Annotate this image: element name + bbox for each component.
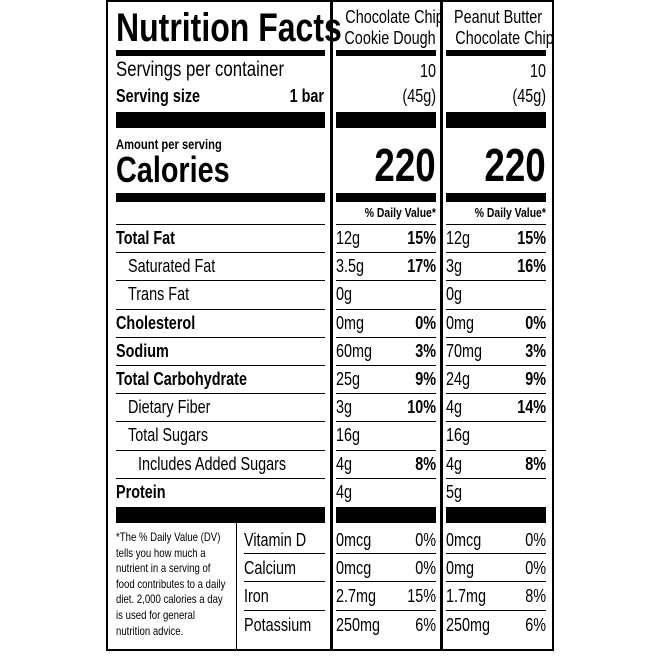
vitamin-label-iron: Iron — [244, 586, 269, 607]
row-rule — [116, 252, 325, 253]
vitamin-row-rule — [336, 581, 436, 582]
vitamin-row-rule — [244, 581, 325, 582]
row-rule — [336, 309, 436, 310]
product-1-added-sugars-amount: 4g — [336, 453, 353, 474]
product-2-servings: 10 — [529, 61, 546, 81]
vitamins-divider-bar — [336, 507, 436, 523]
product-1-vitd-dv: 0% — [415, 530, 436, 550]
product-2-iron-dv: 8% — [525, 586, 546, 607]
serving-size-value: 1 bar — [289, 86, 324, 106]
product-1-dv-header: % Daily Value* — [364, 205, 436, 220]
thick-divider-bar — [336, 112, 436, 128]
nutrient-label-fiber: Dietary Fiber — [128, 397, 211, 418]
row-rule — [116, 421, 325, 422]
row-rule — [336, 450, 436, 451]
vitamins-divider-bar — [446, 507, 546, 523]
vitamins-divider-bar — [116, 507, 325, 523]
row-rule — [446, 337, 546, 338]
product-1-sat-fat-amount: 3.5g — [336, 256, 365, 277]
row-rule — [446, 224, 546, 225]
row-rule — [116, 337, 325, 338]
product-1-trans-fat-amount: 0g — [336, 284, 353, 305]
row-rule — [446, 280, 546, 281]
product-1-protein-amount: 4g — [336, 481, 353, 502]
row-rule — [336, 337, 436, 338]
row-rule — [446, 421, 546, 422]
row-rule — [336, 252, 436, 253]
product-1-total-fat-amount: 12g — [336, 228, 361, 248]
vitamin-row-rule — [446, 553, 546, 554]
product-2-calcium-amount: 0mg — [446, 558, 475, 579]
nutrient-label-cholesterol: Cholesterol — [116, 312, 196, 333]
product-2-potassium-dv: 6% — [525, 614, 546, 635]
product-2-total-fat-dv: 15% — [517, 228, 546, 248]
product-1-calcium-dv: 0% — [415, 558, 436, 579]
title-divider-bar — [446, 50, 546, 56]
product-2-cholesterol-dv: 0% — [525, 312, 546, 333]
row-rule — [446, 393, 546, 394]
product-2-vitd-dv: 0% — [525, 530, 546, 550]
calories-divider-bar — [336, 193, 436, 202]
row-rule — [336, 280, 436, 281]
product-2-added-sugars-amount: 4g — [446, 453, 463, 474]
vitamin-row-rule — [336, 553, 436, 554]
vitamin-row-rule — [244, 610, 325, 611]
row-rule — [116, 224, 325, 225]
product-2-sugars-amount: 16g — [446, 425, 471, 446]
product-1-total-fat-dv: 15% — [407, 228, 436, 248]
product-2-fiber-dv: 14% — [517, 397, 546, 418]
product-1-iron-amount: 2.7mg — [336, 586, 377, 607]
product-2-carb-amount: 24g — [446, 369, 471, 389]
product-2-trans-fat-amount: 0g — [446, 284, 463, 305]
row-rule — [336, 224, 436, 225]
label-title: Nutrition Facts — [116, 6, 342, 50]
title-divider-bar — [336, 50, 436, 56]
product-1-serving-size: (45g) — [402, 86, 436, 106]
row-rule — [116, 450, 325, 451]
product-1-sodium-dv: 3% — [415, 340, 436, 361]
row-rule — [446, 450, 546, 451]
product-1-potassium-amount: 250mg — [336, 614, 381, 635]
product-1-sodium-amount: 60mg — [336, 340, 373, 361]
nutrient-label-sodium: Sodium — [116, 340, 169, 361]
vitamin-label-vitd: Vitamin D — [244, 530, 307, 550]
amount-per-serving: Amount per serving — [116, 136, 222, 152]
vitamin-row-rule — [336, 610, 436, 611]
product-2-potassium-amount: 250mg — [446, 614, 491, 635]
row-rule — [446, 309, 546, 310]
calories-label: Calories — [116, 149, 230, 190]
nutrient-label-added-sugars: Includes Added Sugars — [138, 453, 287, 474]
product-2-calories: 220 — [484, 139, 546, 191]
thick-divider-bar — [116, 112, 325, 128]
row-rule — [336, 393, 436, 394]
product-1-name: Chocolate Chip Cookie Dough — [344, 7, 444, 48]
serving-size-label: Serving size — [116, 86, 201, 106]
product-1-vitd-amount: 0mcg — [336, 530, 372, 550]
vitamin-row-rule — [446, 581, 546, 582]
row-rule — [336, 365, 436, 366]
row-rule — [116, 309, 325, 310]
row-rule — [446, 365, 546, 366]
product-1-cholesterol-amount: 0mg — [336, 312, 365, 333]
row-rule — [116, 478, 325, 479]
product-2-sodium-dv: 3% — [525, 340, 546, 361]
product-2-dv-header: % Daily Value* — [474, 205, 546, 220]
product-1-calories: 220 — [374, 139, 436, 191]
product-2-protein-amount: 5g — [446, 481, 463, 502]
product-1-added-sugars-dv: 8% — [415, 453, 436, 474]
nutrient-label-carb: Total Carbohydrate — [116, 369, 247, 389]
product-1-iron-dv: 15% — [407, 586, 436, 607]
row-rule — [116, 365, 325, 366]
nutrient-label-sugars: Total Sugars — [128, 425, 209, 446]
nutrient-label-sat-fat: Saturated Fat — [128, 256, 216, 277]
vitamin-label-calcium: Calcium — [244, 558, 297, 579]
nutrient-label-total-fat: Total Fat — [116, 228, 175, 248]
product-1-potassium-dv: 6% — [415, 614, 436, 635]
column-divider-2 — [440, 2, 443, 649]
row-rule — [446, 478, 546, 479]
product-2-cholesterol-amount: 0mg — [446, 312, 475, 333]
product-1-carb-amount: 25g — [336, 369, 361, 389]
product-2-serving-size: (45g) — [512, 86, 546, 106]
row-rule — [446, 252, 546, 253]
vitamin-label-potassium: Potassium — [244, 614, 312, 635]
nutrient-label-protein: Protein — [116, 481, 166, 502]
servings-label: Servings per container — [116, 58, 285, 81]
product-2-calcium-dv: 0% — [525, 558, 546, 579]
product-1-sat-fat-dv: 17% — [407, 256, 436, 277]
row-rule — [336, 421, 436, 422]
product-1-carb-dv: 9% — [415, 369, 436, 389]
product-2-fiber-amount: 4g — [446, 397, 463, 418]
product-1-sugars-amount: 16g — [336, 425, 361, 446]
column-divider-1 — [330, 2, 333, 649]
product-2-vitd-amount: 0mcg — [446, 530, 482, 550]
title-divider-bar — [116, 50, 325, 56]
product-1-fiber-amount: 3g — [336, 397, 353, 418]
product-1-fiber-dv: 10% — [407, 397, 436, 418]
product-2-added-sugars-dv: 8% — [525, 453, 546, 474]
row-rule — [116, 393, 325, 394]
row-rule — [116, 280, 325, 281]
vitamin-row-rule — [446, 610, 546, 611]
product-2-carb-dv: 9% — [525, 369, 546, 389]
thick-divider-bar — [446, 112, 546, 128]
calories-divider-bar — [116, 193, 325, 202]
product-2-iron-amount: 1.7mg — [446, 586, 487, 607]
product-1-calcium-amount: 0mcg — [336, 558, 372, 579]
calories-divider-bar — [446, 193, 546, 202]
vitamin-row-rule — [244, 553, 325, 554]
product-1-servings: 10 — [419, 61, 436, 81]
product-2-sat-fat-amount: 3g — [446, 256, 463, 277]
product-2-total-fat-amount: 12g — [446, 228, 471, 248]
nutrient-label-trans-fat: Trans Fat — [128, 284, 190, 305]
footnote-divider — [236, 523, 237, 649]
row-rule — [336, 478, 436, 479]
footnote: *The % Daily Value (DV) tells you how much a nutrient in a serving of food contributes to a daily diet. 2,000 calories a day is used for general nutrition advice. — [116, 530, 226, 638]
product-2-sodium-amount: 70mg — [446, 340, 483, 361]
product-2-sat-fat-dv: 16% — [517, 256, 546, 277]
product-2-name: Peanut Butter Chocolate Chip — [454, 7, 554, 48]
product-1-cholesterol-dv: 0% — [415, 312, 436, 333]
